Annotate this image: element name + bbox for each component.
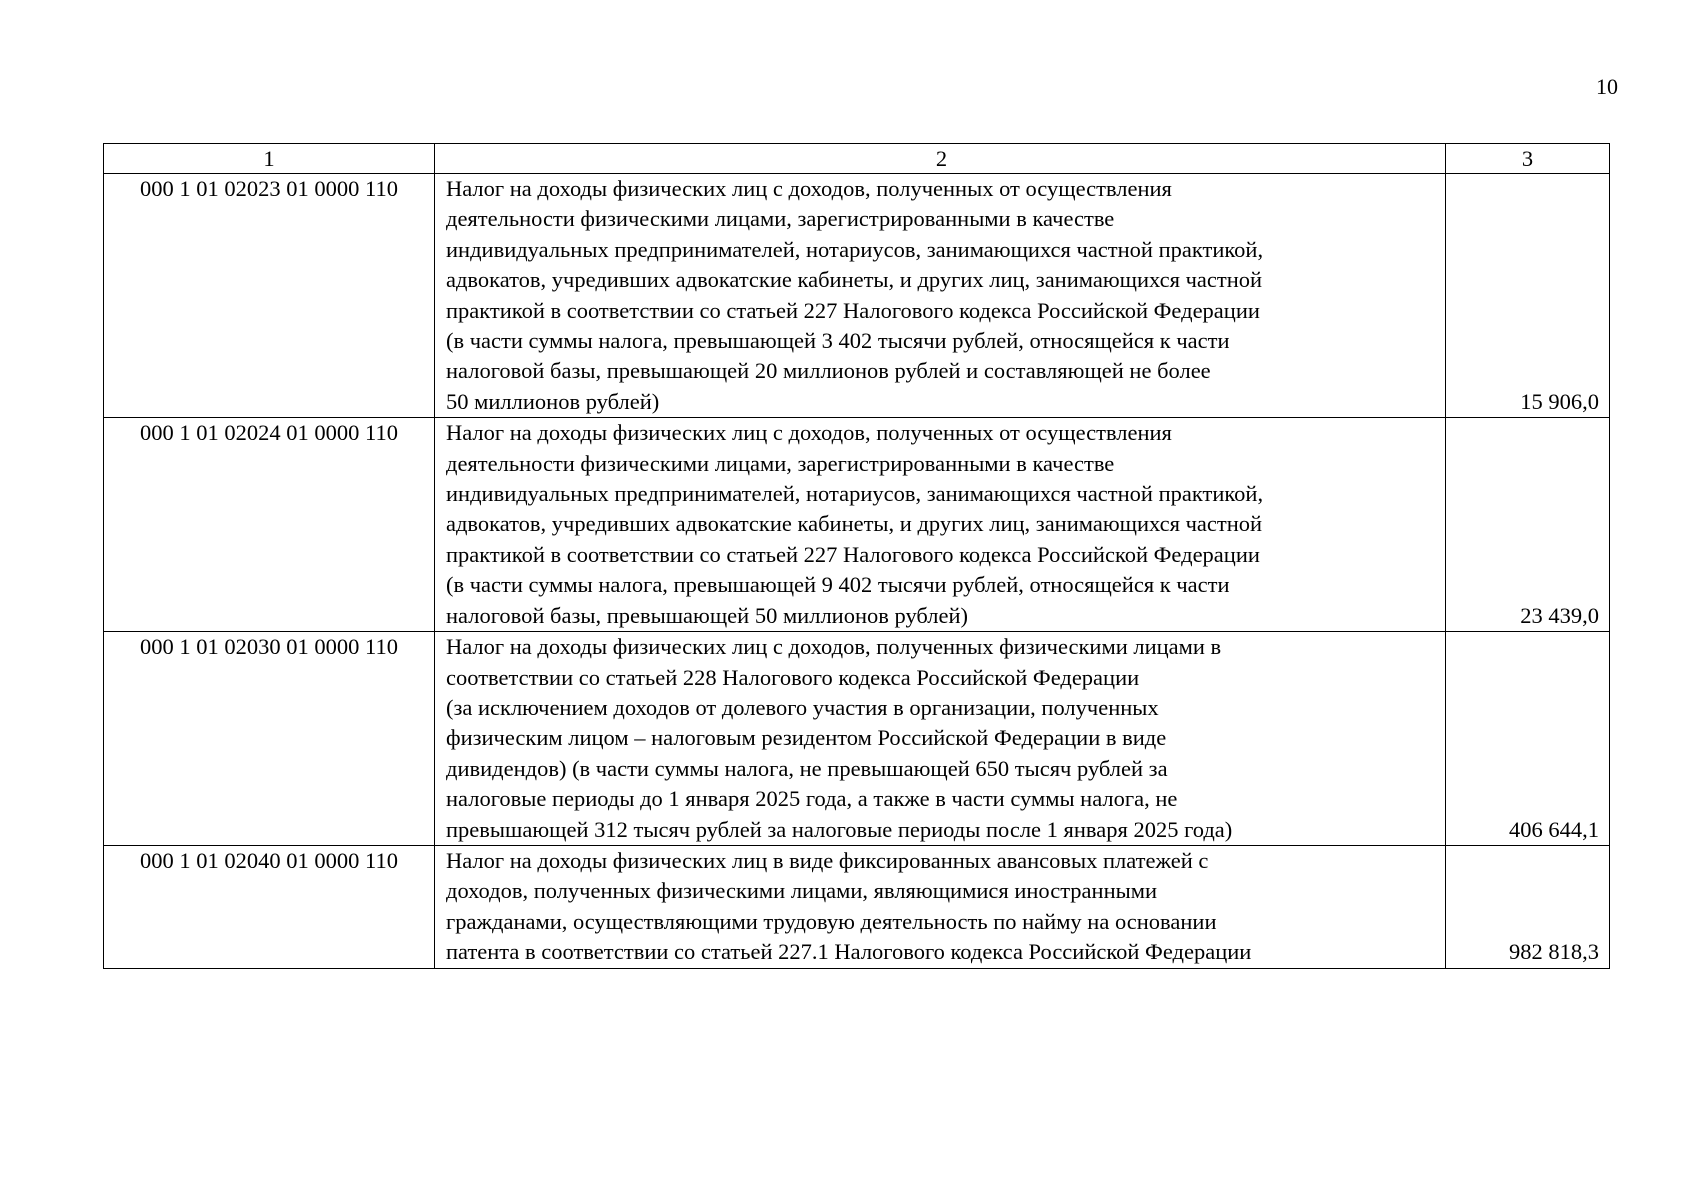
row-name-line: Налог на доходы физических лиц с доходов, полученных физическими лицами в [446,634,1222,660]
row-name-line: налоговой базы, превышающей 50 миллионов рублей) [446,602,969,628]
row-code: 000 1 01 02040 01 0000 110 [104,845,435,968]
table-header-row [104,144,1610,174]
row-name-line: дивидендов) (в части суммы налога, не превышающей 650 тысяч рублей за [446,755,1168,781]
row-name-line: соответствии со статьей 228 Налогового кодекса Российской Федерации [446,664,1140,690]
header-cell-name: 2 [435,144,1446,174]
table-row [104,174,1610,418]
row-amount: 406 644,1 [1446,632,1610,846]
row-name-line: практикой в соответствии со статьей 227 Налогового кодекса Российской Федерации [446,297,1260,323]
row-name-line: налоговые периоды до 1 января 2025 года, а также в части суммы налога, не [446,786,1178,812]
revenue-table [103,143,1610,969]
row-name-line: Налог на доходы физических лиц в виде фиксированных авансовых платежей с [446,847,1209,873]
row-name-line: адвокатов, учредивших адвокатские кабинеты, и других лиц, занимающихся частной [446,511,1263,537]
row-name-line: гражданами, осуществляющими трудовую деятельность по найму на основании [446,908,1217,934]
row-name-line: физическим лицом – налоговым резидентом Российской Федерации в виде [446,725,1167,751]
table-row [104,845,1610,968]
row-name [435,632,1446,846]
table-row [104,632,1610,846]
row-amount: 982 818,3 [1446,845,1610,968]
row-amount: 23 439,0 [1446,418,1610,632]
row-name-line: 50 миллионов рублей) [446,388,660,414]
row-name-line: (в части суммы налога, превышающей 3 402 тысячи рублей, относящейся к части [446,328,1230,354]
row-name-line: налоговой базы, превышающей 20 миллионов рублей и составляющей не более [446,358,1211,384]
row-name-line: практикой в соответствии со статьей 227 Налогового кодекса Российской Федерации [446,541,1260,567]
row-code: 000 1 01 02030 01 0000 110 [104,632,435,846]
row-name-line: Налог на доходы физических лиц с доходов, полученных от осуществления [446,176,1172,201]
page-number: 10 [1596,74,1618,99]
row-name [435,845,1446,968]
header-cell-amount: 3 [1446,144,1610,174]
row-name [435,418,1446,632]
row-name-line: деятельности физическими лицами, зарегистрированными в качестве [446,450,1115,476]
row-code: 000 1 01 02024 01 0000 110 [104,418,435,632]
row-name-line: (в части суммы налога, превышающей 9 402 тысячи рублей, относящейся к части [446,572,1230,598]
table-row [104,418,1610,632]
row-name-line: превышающей 312 тысяч рублей за налоговые периоды после 1 января 2025 года) [446,816,1233,842]
row-name-line: индивидуальных предпринимателей, нотариусов, занимающихся частной практикой, [446,236,1264,262]
row-code: 000 1 01 02023 01 0000 110 [104,174,435,418]
row-name-line: индивидуальных предпринимателей, нотариусов, занимающихся частной практикой, [446,481,1264,507]
row-name-line: патента в соответствии со статьей 227.1 Налогового кодекса Российской Федерации [446,939,1252,965]
row-name-line: (за исключением доходов от долевого участия в организации, полученных [446,694,1159,720]
row-name [435,174,1446,418]
row-name-line: адвокатов, учредивших адвокатские кабинеты, и других лиц, занимающихся частной [446,267,1263,293]
row-name-line: Налог на доходы физических лиц с доходов, полученных от осуществления [446,420,1172,446]
row-name-line: деятельности физическими лицами, зарегистрированными в качестве [446,206,1115,232]
row-amount: 15 906,0 [1446,174,1610,418]
header-cell-code: 1 [104,144,435,174]
row-name-line: доходов, полученных физическими лицами, являющимися иностранными [446,878,1158,904]
